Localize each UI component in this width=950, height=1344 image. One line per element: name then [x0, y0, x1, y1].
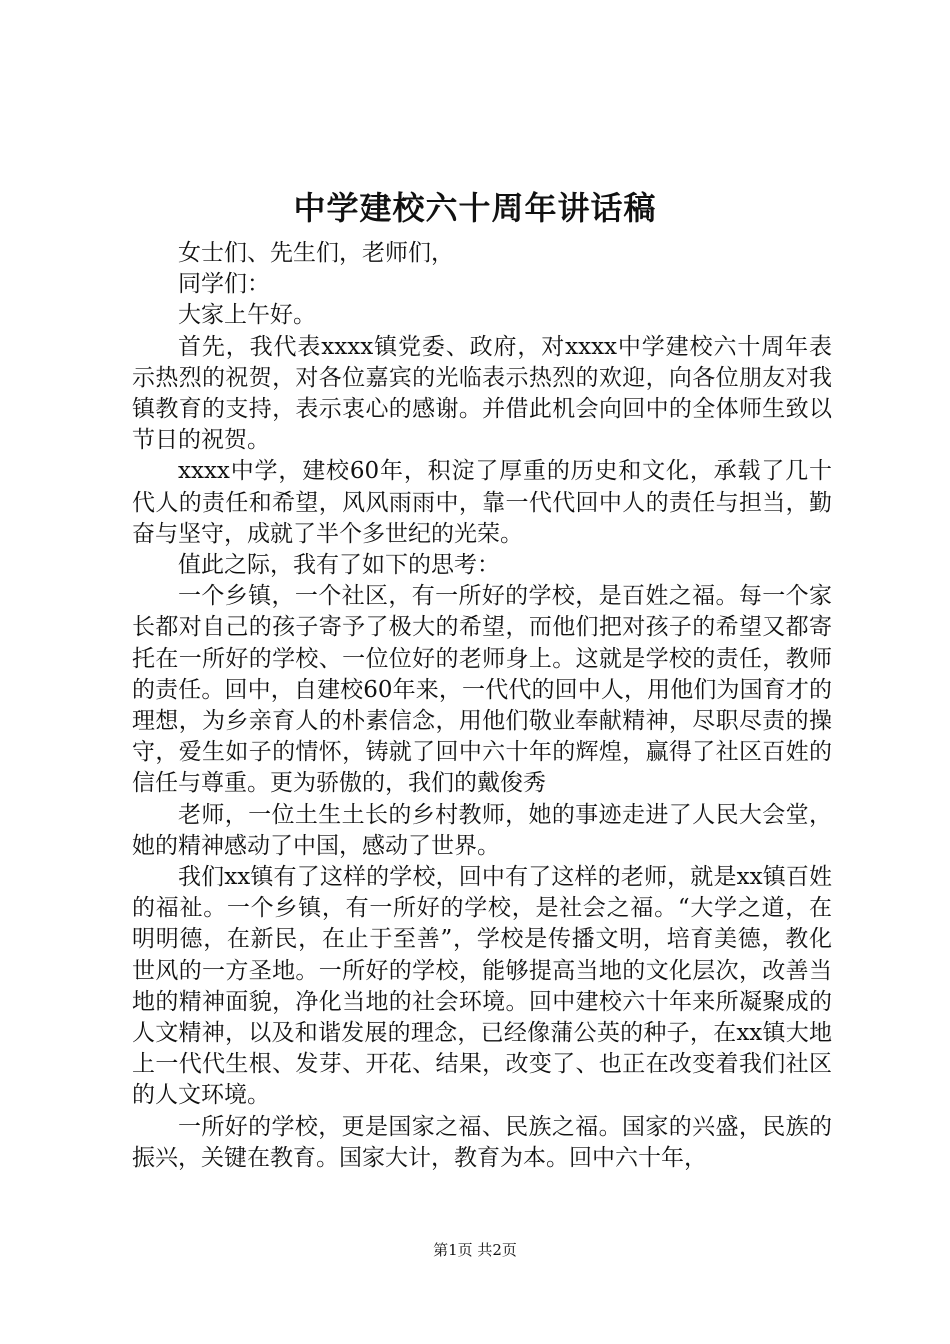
- paragraph: 一个乡镇，一个社区，有一所好的学校，是百姓之福。每一个家长都对自己的孩子寄予了极大的希望，而他们把对孩子的希望又都寄托在一所好的学校、一位位好的老师身上。这就是学校的责任，教师的责任。回中，自建校60年来，一代代的回中人，用他们为国育才的理想，为乡亲育人的朴素信念，用他们敬业奉献精神，尽职尽责的操守，爱生如子的情怀，铸就了回中六十年的辉煌，赢得了社区百姓的信任与尊重。更为骄傲的，我们的戴俊秀: [132, 583, 832, 797]
- paragraph: 一所好的学校，更是国家之福、民族之福。国家的兴盛，民族的振兴，关键在教育。国家大计，教育为本。回中六十年，: [132, 1113, 832, 1171]
- paragraph: 我们xx镇有了这样的学校，回中有了这样的老师，就是xx镇百姓的福祉。一个乡镇，有一所好的学校，是社会之福。“大学之道，在明明德，在新民，在止于至善”，学校是传播文明，培育美德，教化世风的一方圣地。一所好的学校，能够提高当地的文化层次，改善当地的精神面貌，净化当地的社会环境。回中建校六十年来所凝聚成的人文精神，以及和谐发展的理念，已经像蒲公英的种子，在xx镇大地上一代代生根、发芽、开花、结果，改变了、也正在改变着我们社区的人文环境。: [132, 864, 832, 1109]
- paragraph: 老师，一位土生土长的乡村教师，她的事迹走进了人民大会堂，她的精神感动了中国，感动了世界。: [132, 801, 832, 859]
- document-title: 中学建校六十周年讲话稿: [293, 189, 657, 227]
- paragraph: 值此之际，我有了如下的思考：: [178, 552, 500, 579]
- salutation-line-2: 同学们：: [178, 271, 270, 298]
- page-footer: 第1页 共2页: [433, 1241, 517, 1259]
- paragraph: 首先，我代表xxxx镇党委、政府，对xxxx中学建校六十周年表示热烈的祝贺，对各位嘉宾的光临表示热烈的欢迎，向各位朋友对我镇教育的支持，表示衷心的感谢。并借此机会向回中的全体师生致以节日的祝贺。: [132, 333, 832, 454]
- salutation-line-1: 女士们、先生们，老师们，: [178, 240, 454, 266]
- greeting: 大家上午好。: [178, 302, 316, 329]
- document-body: [132, 238, 832, 1174]
- paragraph: xxxx中学，建校60年，积淀了厚重的历史和文化，承载了几十代人的责任和希望，风风雨雨中，靠一代代回中人的责任与担当，勤奋与坚守，成就了半个多世纪的光荣。: [132, 458, 832, 547]
